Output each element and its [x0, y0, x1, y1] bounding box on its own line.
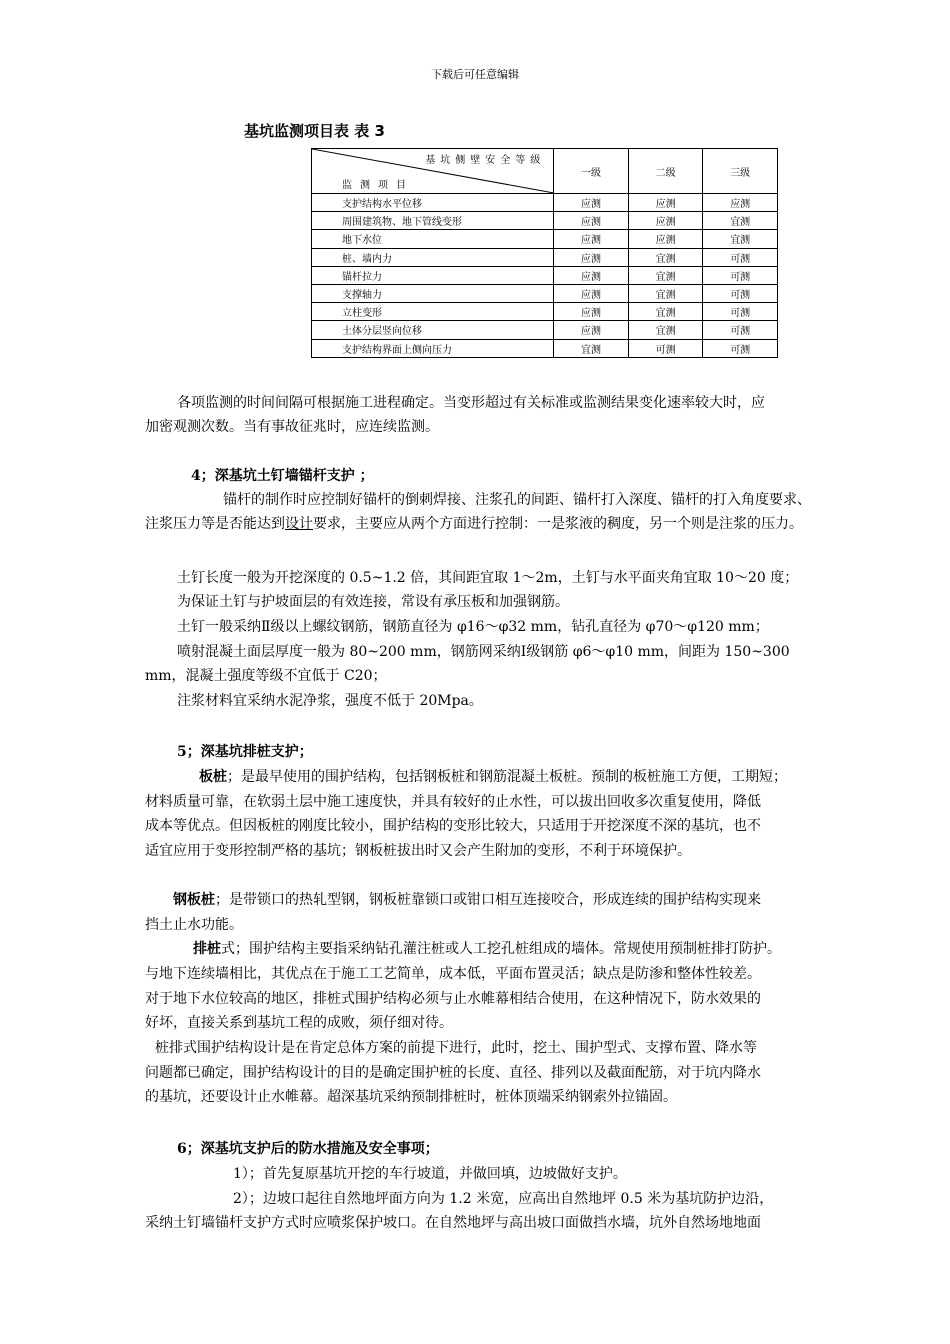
section-4-title: 4；深基坑土钉墙锚杆支护 ； [191, 468, 374, 484]
table-row [312, 212, 778, 230]
value-cell: 宜测 [628, 321, 703, 339]
value-cell: 可测 [703, 248, 778, 266]
design-line: 的基坑，还要设计止水帷幕。超深基坑采纳预制排桩时，桩体顶端采纳钢索外拉锚固。 [145, 1089, 677, 1105]
value-cell: 应测 [554, 248, 629, 266]
paragraph-monitoring-interval-line-2: 加密观测次数。当有事故征兆时，应连续监测。 [145, 419, 439, 435]
item-cell: 桩、墙内力 [312, 248, 554, 266]
design-link-text: 设计 [285, 516, 313, 532]
table-row [312, 248, 778, 266]
value-cell: 宜测 [628, 284, 703, 302]
item-cell: 锚杆拉力 [312, 266, 554, 284]
value-cell: 可测 [703, 339, 778, 357]
section-6-title: 6；深基坑支护后的防水措施及安全事项； [177, 1141, 439, 1157]
design-line: 问题都已确定，围护结构设计的目的是确定围护桩的长度、直径、排列以及截面配筋，对于坑内降水 [145, 1065, 761, 1081]
row-pile-line: 与地下连续墙相比，其优点在于施工工艺简单，成本低，平面布置灵活；缺点是防渗和整体性较差。 [145, 966, 761, 982]
row-pile-line: 对于地下水位较高的地区，排桩式围护结构必须与止水帷幕相结合使用，在这种情况下，防水效果的 [145, 991, 761, 1007]
steel-sheet-pile-line: 钢板桩；是带锁口的热轧型钢，钢板桩靠锁口或钳口相互连接咬合，形成连续的围护结构实现来 [173, 892, 761, 908]
item-cell: 支护结构界面上侧向压力 [312, 339, 554, 357]
value-cell: 应测 [628, 194, 703, 212]
value-cell: 可测 [703, 321, 778, 339]
value-cell: 宜测 [703, 230, 778, 248]
item-cell: 支护结构水平位移 [312, 194, 554, 212]
table-row [312, 194, 778, 212]
section-6-item: 采纳土钉墙锚杆支护方式时应喷浆保护坡口。在自然地坪与高出坡口面做挡水墙，坑外自然场地地面 [145, 1215, 761, 1231]
level-2-header: 二级 [628, 149, 703, 194]
value-cell: 宜测 [554, 339, 629, 357]
item-cell: 立柱变形 [312, 303, 554, 321]
table-row [312, 266, 778, 284]
sheet-pile-term: 板桩 [199, 769, 227, 785]
steel-sheet-pile-line: 挡土止水功能。 [145, 917, 243, 933]
diagonal-header-cell [312, 149, 554, 194]
section-5-title: 5；深基坑排桩支护； [177, 744, 313, 760]
sheet-pile-line: 成本等优点。但因板桩的刚度比较小，围护结构的变形比较大，只适用于开挖深度不深的基坑，也不 [145, 818, 761, 834]
value-cell: 可测 [703, 284, 778, 302]
value-cell: 应测 [554, 212, 629, 230]
section-4-anchor-line-2: 注浆压力等是否能达到设计要求，主要应从两个方面进行控制：一是浆液的稠度，另一个则是注浆的压力。 [145, 516, 803, 532]
row-pile-term: 排桩 [193, 941, 221, 957]
item-cell: 地下水位 [312, 230, 554, 248]
table-row [312, 339, 778, 357]
table-row [312, 303, 778, 321]
value-cell: 宜测 [628, 266, 703, 284]
soil-nail-line: 注浆材料宜采纳水泥净浆，强度不低于 20Mpa。 [177, 693, 483, 709]
soil-nail-line: 土钉长度一般为开挖深度的 0.5~1.2 倍，其间距宜取 1～2m，土钉与水平面夹角宜取 10～20 度； [177, 570, 799, 586]
page-header: 下载后可任意编辑 [431, 68, 519, 81]
soil-nail-line: 为保证土钉与护坡面层的有效连接，常设有承压板和加强钢筋。 [177, 594, 569, 610]
value-cell: 应测 [554, 303, 629, 321]
item-cell: 支撑轴力 [312, 284, 554, 302]
safety-level-header: 基坑侧壁安全等级 [425, 155, 546, 166]
design-line: 桩排式围护结构设计是在肯定总体方案的前提下进行，此时，挖土、围护型式、支撑布置、降水等 [155, 1040, 757, 1056]
value-cell: 可测 [703, 303, 778, 321]
section-4-anchor-line-1: 锚杆的制作时应控制好锚杆的倒刺焊接、注浆孔的间距、锚杆打入深度、锚杆的打入角度要求、 [223, 492, 811, 508]
value-cell: 应测 [554, 266, 629, 284]
soil-nail-line: 土钉一般采纳Ⅱ级以上螺纹钢筋，钢筋直径为 φ16～φ32 mm，钻孔直径为 φ70～φ120 mm； [177, 619, 769, 635]
value-cell: 应测 [554, 284, 629, 302]
value-cell: 可测 [628, 339, 703, 357]
value-cell: 应测 [554, 230, 629, 248]
section-6-item: 2）；边坡口起往自然地坪面方向为 1.2 米宽，应高出自然地坪 0.5 米为基坑防护边沿， [233, 1191, 774, 1207]
level-3-header: 三级 [703, 149, 778, 194]
table-row [312, 284, 778, 302]
value-cell: 宜测 [628, 303, 703, 321]
value-cell: 应测 [703, 194, 778, 212]
table-row [312, 230, 778, 248]
table-header-row [312, 149, 778, 194]
value-cell: 应测 [628, 212, 703, 230]
level-1-header: 一级 [554, 149, 629, 194]
monitoring-table [311, 148, 778, 358]
soil-nail-line: mm，混凝土强度等级不宜低于 C20； [145, 668, 387, 684]
value-cell: 可测 [703, 266, 778, 284]
item-cell: 周围建筑物、地下管线变形 [312, 212, 554, 230]
sheet-pile-line: 材料质量可靠，在软弱土层中施工速度快，并具有较好的止水性，可以拔出回收多次重复使用，降低 [145, 794, 761, 810]
value-cell: 应测 [554, 194, 629, 212]
value-cell: 宜测 [703, 212, 778, 230]
table-row [312, 321, 778, 339]
monitoring-item-header: 监测项目 [342, 180, 414, 191]
row-pile-line: 好坏，直接关系到基坑工程的成败，须仔细对待。 [145, 1015, 453, 1031]
sheet-pile-line: 板桩；是最早使用的围护结构，包括钢板桩和钢筋混凝土板桩。预制的板桩施工方便，工期短； [199, 769, 787, 785]
sheet-pile-line: 适宜应用于变形控制严格的基坑；钢板桩拔出时又会产生附加的变形，不利于环境保护。 [145, 843, 691, 859]
steel-sheet-pile-term: 钢板桩 [173, 892, 215, 908]
table-title: 基坑监测项目表 表 3 [244, 122, 385, 140]
soil-nail-line: 喷射混凝土面层厚度一般为 80~200 mm，钢筋网采纳Ⅰ级钢筋 φ6～φ10 mm，间距为 150~300 [177, 644, 790, 660]
section-6-item: 1）；首先复原基坑开挖的车行坡道，并做回填，边坡做好支护。 [233, 1166, 627, 1182]
value-cell: 宜测 [628, 248, 703, 266]
value-cell: 应测 [628, 230, 703, 248]
value-cell: 应测 [554, 321, 629, 339]
row-pile-line: 排桩式；围护结构主要指采纳钻孔灌注桩或人工挖孔桩组成的墙体。常规使用预制桩排打防护。 [193, 941, 781, 957]
paragraph-monitoring-interval-line-1: 各项监测的时间间隔可根据施工进程确定。当变形超过有关标准或监测结果变化速率较大时，应 [177, 395, 765, 411]
item-cell: 土体分层竖向位移 [312, 321, 554, 339]
